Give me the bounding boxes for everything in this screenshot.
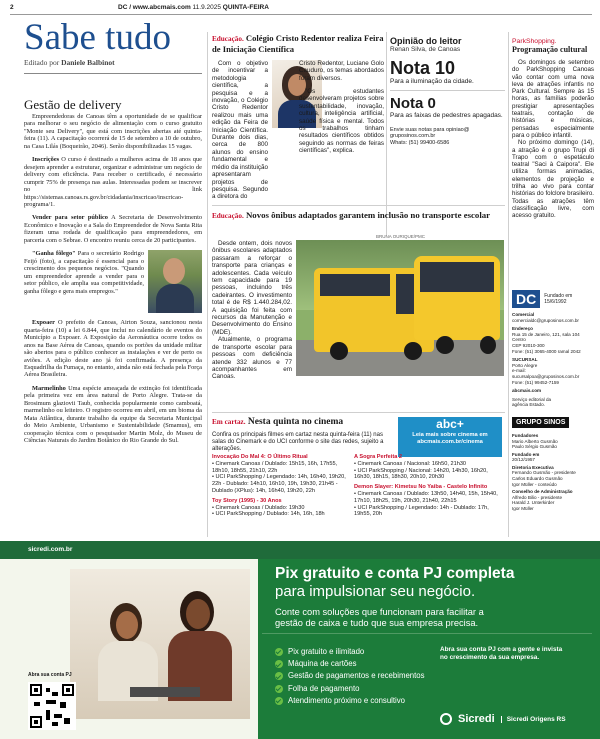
parkshopping-p1: Os domingos de setembro do ParkShopping Canoas vão contar com uma nova leva de atrações infantis no Park Cultural. Sempre às 15 horas, as famílias poderão prestigiar apresentações teatrais, contação de histórias e músicas, pensadas especialmente para o público infantil. — [512, 59, 594, 139]
date: 11.9.2025 — [192, 4, 221, 11]
grupo-sinos-logo: GRUPO SINOS — [512, 417, 569, 428]
film-list-left — [212, 454, 350, 518]
column-headline: Gestão de delivery — [24, 97, 122, 112]
column-p1: Empreendedoras de Canoas têm a oportunidade de se qualificar para melhorar o seu negócio de alimentação com o curso gratuito "Monte seu Delivery", que está com inscrições abertas até quinta-feira (11). A capacitação ocorrerá de 15 de setembro a 10 de outubro, na Casa Lilás (Boqueirão, 2046). Serão disponibilizadas 15 vagas. — [24, 113, 202, 150]
film-list-right — [354, 454, 504, 518]
article2-body: Desde ontem, dois novos ônibus escolares adaptados passaram a reforçar o transporte para crianças e adolescentes. Cada veículo tem capacidade para 19 pessoas, incluindo três cadeirantes. O investimento total é de R$ 1.440.284,02. A aquisição foi feita com recursos da Manutenção e Desenvolvimento do Ensino (MDE). Atualmente, o programa de transporte escolar para pessoas com deficiência atende 332 alunos e 77 acompanhantes em Canoas. — [212, 240, 292, 381]
article1-col1: Com o objetivo de incentivar a metodologia científica, a pesquisa e a inovação, o Colégio Cristo Redentor realizou mais uma edição da Feira de Iniciação Científica. Durante dois dias, cerca de 800 alunos do ensino fundamental e médio da instituição apresentaram projetos de pesquisa. Segundo a diretora do — [212, 60, 268, 201]
film-showtimes: • Cinemark Canoas / Dublado: 19h30 — [212, 504, 305, 511]
opinion-score-10: Nota 10 — [390, 58, 456, 78]
film-showtimes: • UCI ParkShopping / Legendado: 14h - Dublado: 17h, 19h55, 20h — [354, 504, 489, 518]
school-bus-photo — [296, 240, 504, 376]
ad-url[interactable]: sicredi.com.br — [28, 546, 73, 553]
column-p5: Expoaer O prefeito de Canoas, Airton Souza, sancionou nesta quarta-feira (10) a lei 6.844, que inclui no calendário de eventos do Município a Expoaer. A Exposição da Aeronáutica ocorre todos os anos na Base Aérea de Canoas, quando os portões da unidade militar são abertos para o público conhecer as instalações e ver de perto os aviões. A edição deste ano já foi confirmada. A presença da Esquadrilha da Fumaça, no entanto, ainda não está fechada pela Força Aérea Brasileira. — [24, 319, 202, 379]
sicredi-mark-icon — [440, 713, 452, 725]
article1-col2b: "Os estudantes desenvolveram projetos sobre sustentabilidade, inovação, cultura, inteligência artificial, saúde física e mental. Todos os trabalhos tinham resultados científicos obtidos seguindo as normas de feiras científicas", explica. — [299, 88, 384, 155]
column-p6: Marmelinho Uma espécie ameaçada de extinção foi identificada pela primeira vez em área natural de Porto Alegre. Trata-se da Brosimum glaziovii Taub, conhecida popularmente como camboatá, marmelinho ou leiteiro. O registro ocorreu em abril, em um bioma da Mata Atlântica, durante trabalho da equipe da Secretaria Municipal do Meio Ambiente, Urbanismo e Sustentabilidade (Smamus), em cooperação técnica com o pesquisador Martin Molz, do Museu de Ciências Naturais do Jardim Botânico do Rio Grande do Sul. — [24, 384, 202, 445]
film-title: Toy Story (1995) - 30 Anos — [212, 497, 282, 504]
cinema-intro: Confira os principais filmes em cartaz nesta quinta-feira (11) nas salas do Cinemark e do UCI conforme o site das redes, sujeito a alterações. — [212, 432, 384, 452]
sicredi-ad[interactable] — [0, 541, 600, 739]
ad-headline-2: para impulsionar seu negócio. — [275, 583, 476, 600]
sidebar-info — [512, 290, 594, 512]
ad-cta: Abra sua conta PJ com a gente e invista no crescimento da sua empresa. — [440, 646, 563, 661]
byline: Editado por Daniele Balbinot — [24, 58, 115, 67]
ad-feature: Atendimento próximo e consultivo — [275, 695, 425, 707]
opinion-text-10: Para a iluminação da cidade. — [390, 78, 474, 85]
column-body — [24, 113, 202, 445]
film-title: Demon Slayer: Kimetsu No Yaiba - Castelo Infinito — [354, 484, 488, 491]
article1-col2a: Cristo Redentor, Luciane Golo Cauduro, os temas abordados foram diversos. — [299, 60, 384, 82]
film-showtimes: • UCI ParkShopping / Dublado: 14h, 16h, 18h — [212, 511, 325, 518]
film-title: Invocação Do Mal 4: O Último Ritual — [212, 454, 308, 460]
cinema-promo[interactable] — [398, 417, 502, 457]
ad-body: Conte com soluções que funcionam para facilitar a gestão de caixa e tudo que sua empresa precisa. — [275, 607, 484, 628]
opinion-text-0: Para as faixas de pedestres apagadas. — [390, 112, 503, 119]
opinion-title: Opinião do leitor — [390, 36, 462, 46]
film-showtimes: • Cinemark Canoas / Dublado: 15h15, 16h, 17h55, 18h10, 18h55, 21h10, 22h — [212, 460, 338, 474]
check-icon — [275, 672, 283, 680]
sicredi-logo: Sicredi Sicredi Origens RS — [440, 713, 566, 725]
qr-code[interactable] — [28, 682, 76, 730]
opinion-author: Renan Silva, de Canoas — [390, 46, 461, 53]
check-icon — [275, 685, 283, 693]
ad-headline-1: Pix gratuito e conta PJ completa — [275, 565, 515, 582]
column-title: Sabe tudo — [24, 17, 171, 58]
ad-feature: Folha de pagamento — [275, 683, 425, 695]
parkshopping-kicker: ParkShopping. — [512, 38, 557, 45]
opinion-box — [390, 36, 505, 146]
cinema-headline: Em cartaz. Nesta quinta no cinema — [212, 417, 344, 427]
dc-founded: Fundado em 15/6/1992 — [544, 293, 573, 305]
photo-credit: BRUNA OURIQUE/PMC — [376, 234, 426, 239]
column-p3: Vender para setor público A Secretaria de Desenvolvimento Econômico e Inovação e a Sala do Empreendedor de Nova Santa Rita fizeram uma rodada de qualificação para empreendedores, em parceria com o Sebrae. O encontro reuniu cerca de 20 participantes. — [24, 214, 202, 244]
page-number: 2 — [10, 4, 14, 11]
film-showtimes: • UCI ParkShopping / Nacional: 14h20, 14h30, 16h20, 16h30, 18h15, 18h30, 20h10, 20h30 — [354, 467, 488, 481]
check-icon — [275, 697, 283, 705]
page-header — [10, 4, 14, 11]
check-icon — [275, 660, 283, 668]
ad-feature: Máquina de cartões — [275, 658, 425, 670]
ad-photo — [70, 569, 250, 719]
page-header-meta — [118, 4, 269, 11]
dc-logo: DC — [512, 290, 540, 308]
qr-label: Abra sua conta PJ — [28, 672, 72, 678]
opinion-score-0: Nota 0 — [390, 95, 436, 112]
article1-headline: Educação. Colégio Cristo Redentor realiza Feira de Iniciação Científica — [212, 33, 384, 54]
sidebar-blocks: Comercial comercialdc@gruposinos.com.br Endereço Rua 15 de Janeiro, 121, sala 104 Centro CEP 92010-300 Fone: (51) 3065-4000 ramal 2042 SUCURSAL Porto Alegre e-mail: sucursalpoa@gruposinos.com.br Fone: (51) 99452-7159 abcmais.com Serviço editorial da agência Estado. — [512, 312, 581, 408]
ad-features — [275, 646, 425, 707]
sidebar-founders: Fundadores Mario Alberto Gusmão Paulo Sérgio Gusmão Fundado em 20/12/1957 Diretoria Executiva Fernando Gusmão - presidente Carlos Eduardo Gusmão Igor Müller - conteúdo Conselho de Administração Alfredo Bilio - presidente Harald J. Unterkirder Igor Müller — [512, 432, 576, 512]
opinion-contact: Envie suas notas para opiniao@ gruposinos.com.br Whats: (51) 99400-6586 — [390, 126, 470, 146]
check-icon — [275, 648, 283, 656]
abc-plus-logo: abc+ — [436, 417, 464, 431]
film-showtimes: • UCI ParkShopping / Legendado: 14h, 16h40, 19h20, 22h - Dublado: 14h10, 16h10, 19h, 19h30, 21h45 - Dublado (XPlus): 14h, 16h40, 19h20, 22h — [212, 474, 346, 494]
ad-feature: Pix gratuito e ilimitado — [275, 646, 425, 658]
column-sabe-tudo — [24, 18, 202, 67]
parkshopping-p2: No próximo domingo (14), a atração é o grupo Trupi di Trapo com o espetáculo teatral "Saci à Caipora". Ele utiliza formas animadas, elementos de projeção e trilha ao vivo para contar histórias do folclore brasileiro. Todas as atrações têm classificação livre, com acesso gratuito. — [512, 139, 594, 220]
film-showtimes: • Cinemark Canoas / Dublado: 13h50, 14h40, 15h, 15h40, 17h10, 18h25, 19h, 20h30, 21h40, 22h15 — [354, 490, 498, 504]
ad-feature: Gestão de pagamentos e recebimentos — [275, 670, 425, 682]
masthead: DC / www.abcmais.com — [118, 4, 191, 11]
article2-headline: Educação. Novos ônibus adaptados garantem inclusão no transporte escolar — [212, 210, 491, 220]
film-showtimes: • Cinemark Canoas / Nacional: 16h50, 21h30 — [354, 460, 467, 467]
film-title: A Sogra Perfeita 2 — [354, 454, 402, 460]
portrait-photo — [148, 250, 202, 313]
weekday: QUINTA-FEIRA — [222, 4, 269, 11]
column-p2: Inscrições O curso é destinado a mulheres acima de 18 anos que desejem aprender a estruturar, organizar e administrar um negócio de delivery com eficiência. Para receber o certificado, é necessário cumprir 75% de presença nas aulas. Interessadas podem se inscrever no link https://sistemas.canoas.rs.gov.br/cidadania/inscricao/inscricao-programa/1. — [24, 156, 202, 208]
cinema-promo-text: Leia mais sobre cinema em abcmais.com.br/cinema — [412, 432, 488, 445]
parkshopping-headline: Programação cultural — [512, 45, 588, 54]
article-cristo-redentor — [212, 34, 384, 55]
article-parkshopping — [512, 38, 594, 220]
column-p4: "Ganha fôlego" Para o secretário Rodrigo Feijó (foto), a capacitação é essencial para o crescimento dos pequenos negócios. "Quando um empreendedor aprende a vender para o setor público, ele amplia sua competitividade, ganha fôlego e gera mais empregos." — [24, 250, 144, 295]
